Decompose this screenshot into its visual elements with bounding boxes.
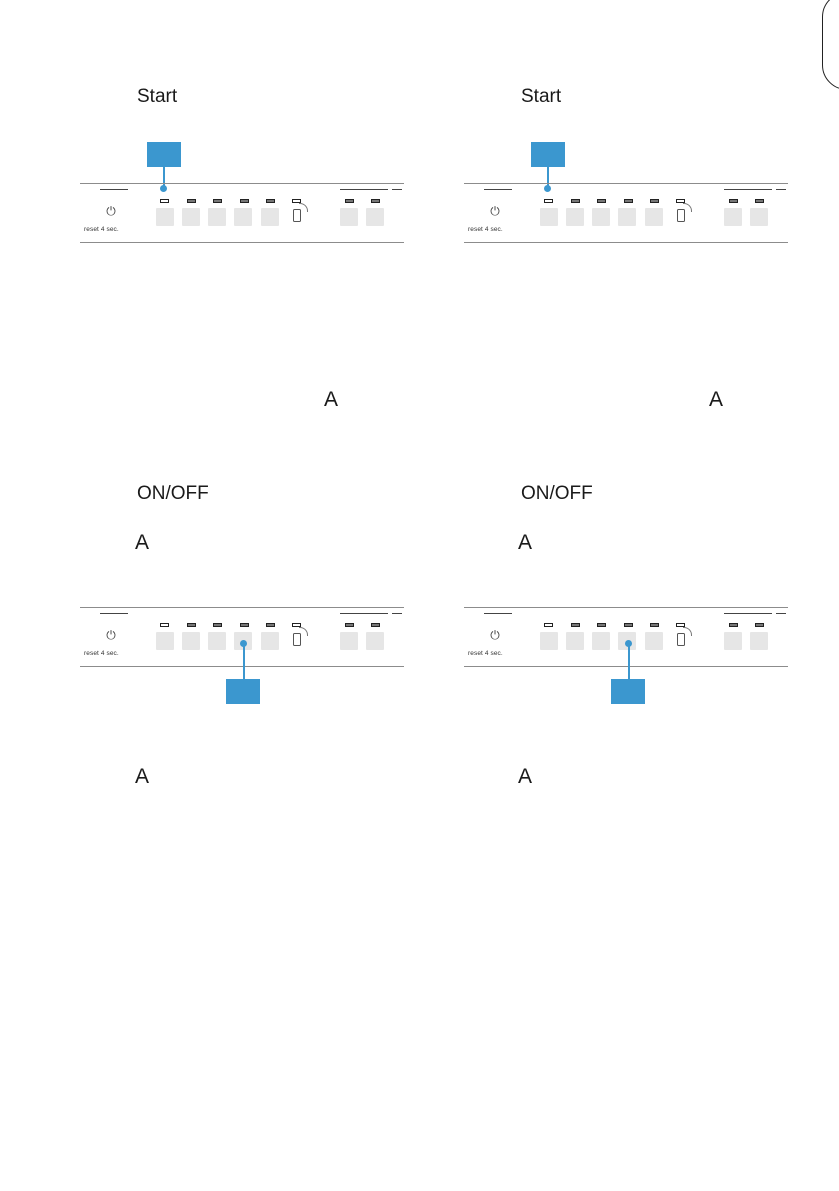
reset-label: reset 4 sec.	[468, 226, 503, 233]
led-indicator	[544, 623, 553, 627]
option-button[interactable]	[724, 208, 742, 226]
led-indicator	[624, 623, 633, 627]
led-indicator	[371, 623, 380, 627]
program-button[interactable]	[592, 208, 610, 226]
option-button[interactable]	[340, 208, 358, 226]
start-label: Start	[521, 86, 562, 107]
program-button[interactable]	[208, 208, 226, 226]
divider	[100, 189, 128, 190]
divider	[100, 613, 128, 614]
program-button[interactable]	[618, 208, 636, 226]
divider	[776, 189, 786, 190]
reset-label: reset 4 sec.	[84, 650, 119, 657]
program-button[interactable]	[566, 632, 584, 650]
divider	[340, 189, 388, 190]
signal-icon	[683, 627, 692, 636]
option-button[interactable]	[366, 632, 384, 650]
led-indicator	[597, 623, 606, 627]
led-indicator	[571, 623, 580, 627]
callout-box	[611, 679, 645, 704]
reset-label: reset 4 sec.	[468, 650, 503, 657]
program-button[interactable]	[261, 208, 279, 226]
program-button[interactable]	[156, 208, 174, 226]
program-button[interactable]	[234, 208, 252, 226]
led-indicator	[544, 199, 553, 203]
led-indicator	[187, 199, 196, 203]
led-indicator	[345, 199, 354, 203]
led-indicator	[213, 623, 222, 627]
step-marker: A	[135, 531, 150, 554]
divider	[484, 189, 512, 190]
page-corner-tab	[822, 0, 839, 90]
led-indicator	[213, 199, 222, 203]
step-marker: A	[518, 765, 533, 788]
option-button[interactable]	[750, 632, 768, 650]
step-marker: A	[709, 388, 724, 411]
program-button[interactable]	[208, 632, 226, 650]
callout-line	[628, 643, 630, 680]
divider	[724, 613, 772, 614]
callout-box	[226, 679, 260, 704]
step-marker: A	[135, 765, 150, 788]
led-indicator	[650, 623, 659, 627]
program-button[interactable]	[182, 208, 200, 226]
callout-line	[243, 643, 245, 680]
onoff-label: ON/OFF	[521, 483, 593, 504]
led-indicator	[240, 199, 249, 203]
control-panel	[80, 183, 404, 243]
power-icon: ⏻	[490, 628, 500, 642]
divider	[724, 189, 772, 190]
control-panel	[464, 183, 788, 243]
signal-icon	[299, 203, 308, 212]
program-button[interactable]	[261, 632, 279, 650]
step-marker: A	[518, 531, 533, 554]
divider	[484, 613, 512, 614]
power-icon: ⏻	[490, 204, 500, 218]
program-button[interactable]	[645, 208, 663, 226]
step-marker: A	[324, 388, 339, 411]
program-button[interactable]	[645, 632, 663, 650]
led-indicator	[755, 623, 764, 627]
control-panel	[464, 607, 788, 667]
callout-box	[147, 142, 181, 167]
power-icon: ⏻	[106, 204, 116, 218]
power-icon: ⏻	[106, 628, 116, 642]
option-button[interactable]	[750, 208, 768, 226]
reset-label: reset 4 sec.	[84, 226, 119, 233]
led-indicator	[571, 199, 580, 203]
led-indicator	[755, 199, 764, 203]
led-indicator	[240, 623, 249, 627]
divider	[392, 189, 402, 190]
led-indicator	[650, 199, 659, 203]
option-button[interactable]	[340, 632, 358, 650]
divider	[340, 613, 388, 614]
led-indicator	[187, 623, 196, 627]
program-button[interactable]	[592, 632, 610, 650]
program-button[interactable]	[156, 632, 174, 650]
signal-icon	[683, 203, 692, 212]
led-indicator	[597, 199, 606, 203]
led-indicator	[266, 623, 275, 627]
led-indicator	[160, 623, 169, 627]
led-indicator	[729, 199, 738, 203]
onoff-label: ON/OFF	[137, 483, 209, 504]
led-indicator	[345, 623, 354, 627]
led-indicator	[729, 623, 738, 627]
program-button[interactable]	[540, 632, 558, 650]
program-button[interactable]	[566, 208, 584, 226]
divider	[392, 613, 402, 614]
option-button[interactable]	[366, 208, 384, 226]
program-button[interactable]	[540, 208, 558, 226]
led-indicator	[266, 199, 275, 203]
led-indicator	[371, 199, 380, 203]
led-indicator	[624, 199, 633, 203]
program-button[interactable]	[182, 632, 200, 650]
start-label: Start	[137, 86, 178, 107]
option-button[interactable]	[724, 632, 742, 650]
callout-box	[531, 142, 565, 167]
signal-icon	[299, 627, 308, 636]
led-indicator	[160, 199, 169, 203]
control-panel	[80, 607, 404, 667]
divider	[776, 613, 786, 614]
